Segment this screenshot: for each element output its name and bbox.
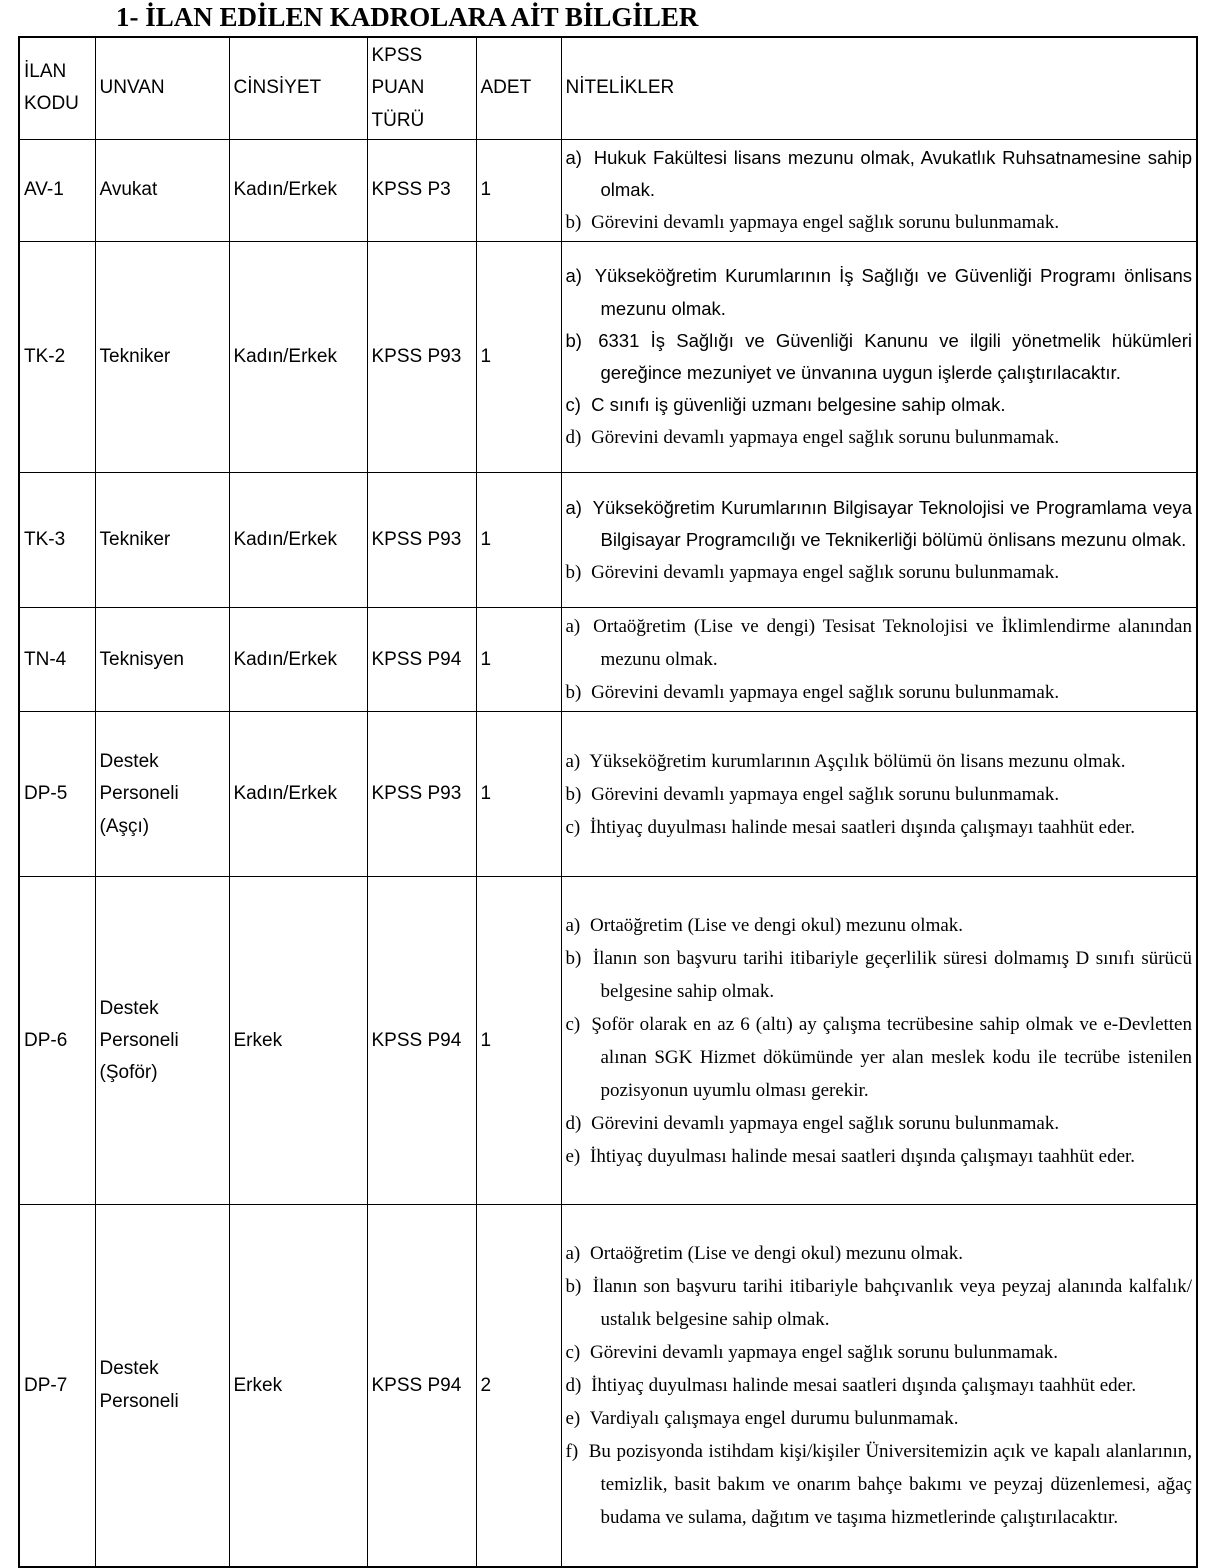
qualification-text: İhtiyaç duyulması halinde mesai saatleri dışında çalışmayı taahhüt eder.: [590, 816, 1136, 838]
cell-ilan-kodu: AV-1: [19, 139, 95, 241]
qualification-item: [566, 1140, 1193, 1173]
qualification-item: [566, 260, 1193, 324]
qualification-letter: f): [565, 1441, 579, 1463]
cell-unvan: Teknisyen: [95, 608, 229, 712]
cell-unvan: Tekniker: [95, 473, 229, 608]
qualification-item: [566, 610, 1193, 676]
cell-cinsiyet: Erkek: [229, 1205, 367, 1567]
table-row: [19, 712, 1197, 877]
cell-ilan-kodu: TK-3: [19, 473, 95, 608]
qualification-letter: b): [565, 1276, 582, 1298]
qualification-text: Görevini devamlı yapmaya engel sağlık sorunu bulunmamak.: [591, 427, 1060, 449]
table-row: [19, 473, 1197, 608]
qualification-letter: e): [565, 1146, 581, 1168]
qualification-text: İhtiyaç duyulması halinde mesai saatleri dışında çalışmayı taahhüt eder.: [591, 1375, 1137, 1397]
qualification-text: İhtiyaç duyulması halinde mesai saatleri dışında çalışmayı taahhüt eder.: [590, 1146, 1136, 1168]
table-row: [19, 877, 1197, 1205]
table-row: [19, 139, 1197, 241]
qualification-text: İlanın son başvuru tarihi itibariyle geçerlilik süresi dolmamış D sınıfı sürücü belgesine sahip olmak.: [592, 947, 1192, 1002]
header-cell-ilan-kodu: İLAN KODU: [19, 37, 95, 139]
qualification-letter: a): [565, 616, 581, 638]
cell-cinsiyet: Kadın/Erkek: [229, 608, 367, 712]
cell-ilan-kodu: DP-7: [19, 1205, 95, 1567]
table-row: [19, 1205, 1197, 1567]
cell-cinsiyet: Kadın/Erkek: [229, 712, 367, 877]
qualification-letter: e): [565, 1408, 581, 1430]
header-cell-adet: ADET: [476, 37, 561, 139]
cell-ilan-kodu: TK-2: [19, 242, 95, 473]
qualification-item: [566, 942, 1193, 1008]
qualification-letter: b): [565, 783, 582, 805]
qualification-item: [566, 142, 1193, 206]
cell-cinsiyet: Kadın/Erkek: [229, 139, 367, 241]
cell-unvan: Tekniker: [95, 242, 229, 473]
cell-ilan-kodu: DP-6: [19, 877, 95, 1205]
header-cell-nitelikler: NİTELİKLER: [561, 37, 1197, 139]
qualification-letter: a): [565, 750, 581, 772]
qualification-item: [566, 206, 1193, 239]
qualification-text: C sınıfı iş güvenliği uzmanı belgesine sahip olmak.: [591, 394, 1006, 416]
cell-adet: 2: [476, 1205, 561, 1567]
qualification-letter: c): [565, 394, 581, 416]
cell-unvan: Destek Personeli (Aşçı): [95, 712, 229, 877]
qualification-letter: a): [565, 496, 582, 518]
cell-ilan-kodu: TN-4: [19, 608, 95, 712]
qualification-text: Görevini devamlı yapmaya engel sağlık sorunu bulunmamak.: [591, 682, 1060, 704]
qualification-letter: c): [565, 1342, 581, 1364]
qualification-letter: b): [565, 947, 582, 969]
table-row: [19, 608, 1197, 712]
qualification-letter: d): [565, 1113, 582, 1135]
page-title: 1- İLAN EDİLEN KADROLARA AİT BİLGİLER: [116, 2, 699, 32]
cell-kpss: KPSS P93: [367, 712, 476, 877]
qualification-item: [566, 1435, 1193, 1534]
cell-nitelikler: [561, 473, 1197, 608]
header-cell-kpss-puan-turu: KPSS PUAN TÜRÜ: [367, 37, 476, 139]
cell-cinsiyet: Kadın/Erkek: [229, 473, 367, 608]
qualification-item: [566, 1237, 1193, 1270]
qualification-item: [566, 778, 1193, 811]
qualification-item: [566, 909, 1193, 942]
cell-kpss: KPSS P93: [367, 242, 476, 473]
cell-nitelikler: [561, 139, 1197, 241]
qualification-item: [566, 811, 1193, 844]
cell-nitelikler: [561, 712, 1197, 877]
cell-ilan-kodu: DP-5: [19, 712, 95, 877]
cell-nitelikler: [561, 242, 1197, 473]
qualification-letter: b): [565, 212, 582, 234]
cell-adet: 1: [476, 608, 561, 712]
qualification-text: Hukuk Fakültesi lisans mezunu olmak, Avukatlık Ruhsatnamesine sahip olmak.: [593, 146, 1192, 201]
qualification-letter: a): [565, 146, 582, 168]
qualification-letter: c): [565, 816, 581, 838]
qualification-text: Vardiyalı çalışmaya engel durumu bulunmamak.: [589, 1408, 959, 1430]
cell-kpss: KPSS P94: [367, 1205, 476, 1567]
cell-adet: 1: [476, 139, 561, 241]
qualification-item: [566, 745, 1193, 778]
cell-unvan: Avukat: [95, 139, 229, 241]
positions-table: [18, 36, 1198, 1568]
qualification-item: [566, 1008, 1193, 1107]
qualification-text: Görevini devamlı yapmaya engel sağlık sorunu bulunmamak.: [591, 561, 1060, 583]
cell-kpss: KPSS P3: [367, 139, 476, 241]
qualification-letter: b): [565, 682, 582, 704]
table-row: [19, 242, 1197, 473]
qualification-text: Görevini devamlı yapmaya engel sağlık sorunu bulunmamak.: [591, 1113, 1060, 1135]
qualification-item: [566, 1270, 1193, 1336]
cell-nitelikler: [561, 608, 1197, 712]
qualification-text: Şoför olarak en az 6 (altı) ay çalışma tecrübesine sahip olmak ve e-Devletten alınan SGK Hizmet dökümünde yer alan meslek kodu ile tecrübe istenilen pozisyonun uyumlu olması gerekir.: [591, 1013, 1192, 1101]
qualification-letter: c): [565, 1013, 581, 1035]
qualification-text: Ortaöğretim (Lise ve dengi) Tesisat Teknolojisi ve İklimlendirme alanından mezunu olmak.: [593, 616, 1192, 671]
cell-kpss: KPSS P94: [367, 877, 476, 1205]
qualification-letter: b): [565, 329, 582, 351]
qualification-text: Ortaöğretim (Lise ve dengi okul) mezunu olmak.: [590, 1242, 964, 1264]
header-cell-cinsiyet: CİNSİYET: [229, 37, 367, 139]
cell-unvan: Destek Personeli (Şoför): [95, 877, 229, 1205]
qualification-item: [566, 1402, 1193, 1435]
qualification-letter: d): [565, 427, 582, 449]
header-cell-unvan: UNVAN: [95, 37, 229, 139]
cell-adet: 1: [476, 877, 561, 1205]
qualification-item: [566, 421, 1193, 454]
cell-adet: 1: [476, 473, 561, 608]
cell-nitelikler: [561, 877, 1197, 1205]
qualification-item: [566, 1336, 1193, 1369]
qualification-text: 6331 İş Sağlığı ve Güvenliği Kanunu ve ilgili yönetmelik hükümleri gereğince mezuniyet ve ünvanına uygun işlerde çalıştırılacaktır.: [598, 329, 1192, 383]
qualification-text: Bu pozisyonda istihdam kişi/kişiler Üniversitemizin açık ve kapalı alanlarının, temizlik, basit bakım ve onarım bahçe bakımı ve peyzaj düzenlemesi, ağaç budama ve sulama, dağıtım ve taşıma hizmetlerinde çalıştırılacaktır.: [588, 1441, 1192, 1529]
qualification-letter: d): [565, 1375, 582, 1397]
cell-kpss: KPSS P93: [367, 473, 476, 608]
qualification-text: Ortaöğretim (Lise ve dengi okul) mezunu olmak.: [590, 914, 964, 936]
qualification-item: [566, 492, 1193, 556]
cell-nitelikler: [561, 1205, 1197, 1567]
cell-unvan: Destek Personeli: [95, 1205, 229, 1567]
qualification-text: Görevini devamlı yapmaya engel sağlık sorunu bulunmamak.: [591, 212, 1060, 234]
qualification-item: [566, 556, 1193, 589]
qualification-letter: a): [565, 1242, 581, 1264]
cell-kpss: KPSS P94: [367, 608, 476, 712]
header-row: [19, 37, 1197, 139]
cell-adet: 1: [476, 712, 561, 877]
qualification-item: [566, 1107, 1193, 1140]
qualification-item: [566, 325, 1193, 389]
qualification-item: [566, 1369, 1193, 1402]
qualification-item: [566, 389, 1193, 421]
cell-cinsiyet: Kadın/Erkek: [229, 242, 367, 473]
qualification-letter: a): [565, 265, 582, 287]
qualification-item: [566, 676, 1193, 709]
qualification-text: İlanın son başvuru tarihi itibariyle bahçıvanlık veya peyzaj alanında kalfalık/ ustalık belgesine sahip olmak.: [592, 1276, 1192, 1331]
qualification-text: Görevini devamlı yapmaya engel sağlık sorunu bulunmamak.: [591, 783, 1060, 805]
qualification-letter: a): [565, 914, 581, 936]
qualification-text: Yükseköğretim Kurumlarının İş Sağlığı ve Güvenliği Programı önlisans mezunu olmak.: [594, 265, 1192, 319]
qualification-text: Yükseköğretim kurumlarının Aşçılık bölümü ön lisans mezunu olmak.: [589, 750, 1126, 772]
cell-cinsiyet: Erkek: [229, 877, 367, 1205]
qualification-text: Yükseköğretim Kurumlarının Bilgisayar Teknolojisi ve Programlama veya Bilgisayar Programcılığı ve Teknikerliği bölümü önlisans mezunu olmak.: [592, 496, 1192, 550]
cell-adet: 1: [476, 242, 561, 473]
qualification-letter: b): [565, 561, 582, 583]
qualification-text: Görevini devamlı yapmaya engel sağlık sorunu bulunmamak.: [590, 1342, 1059, 1364]
